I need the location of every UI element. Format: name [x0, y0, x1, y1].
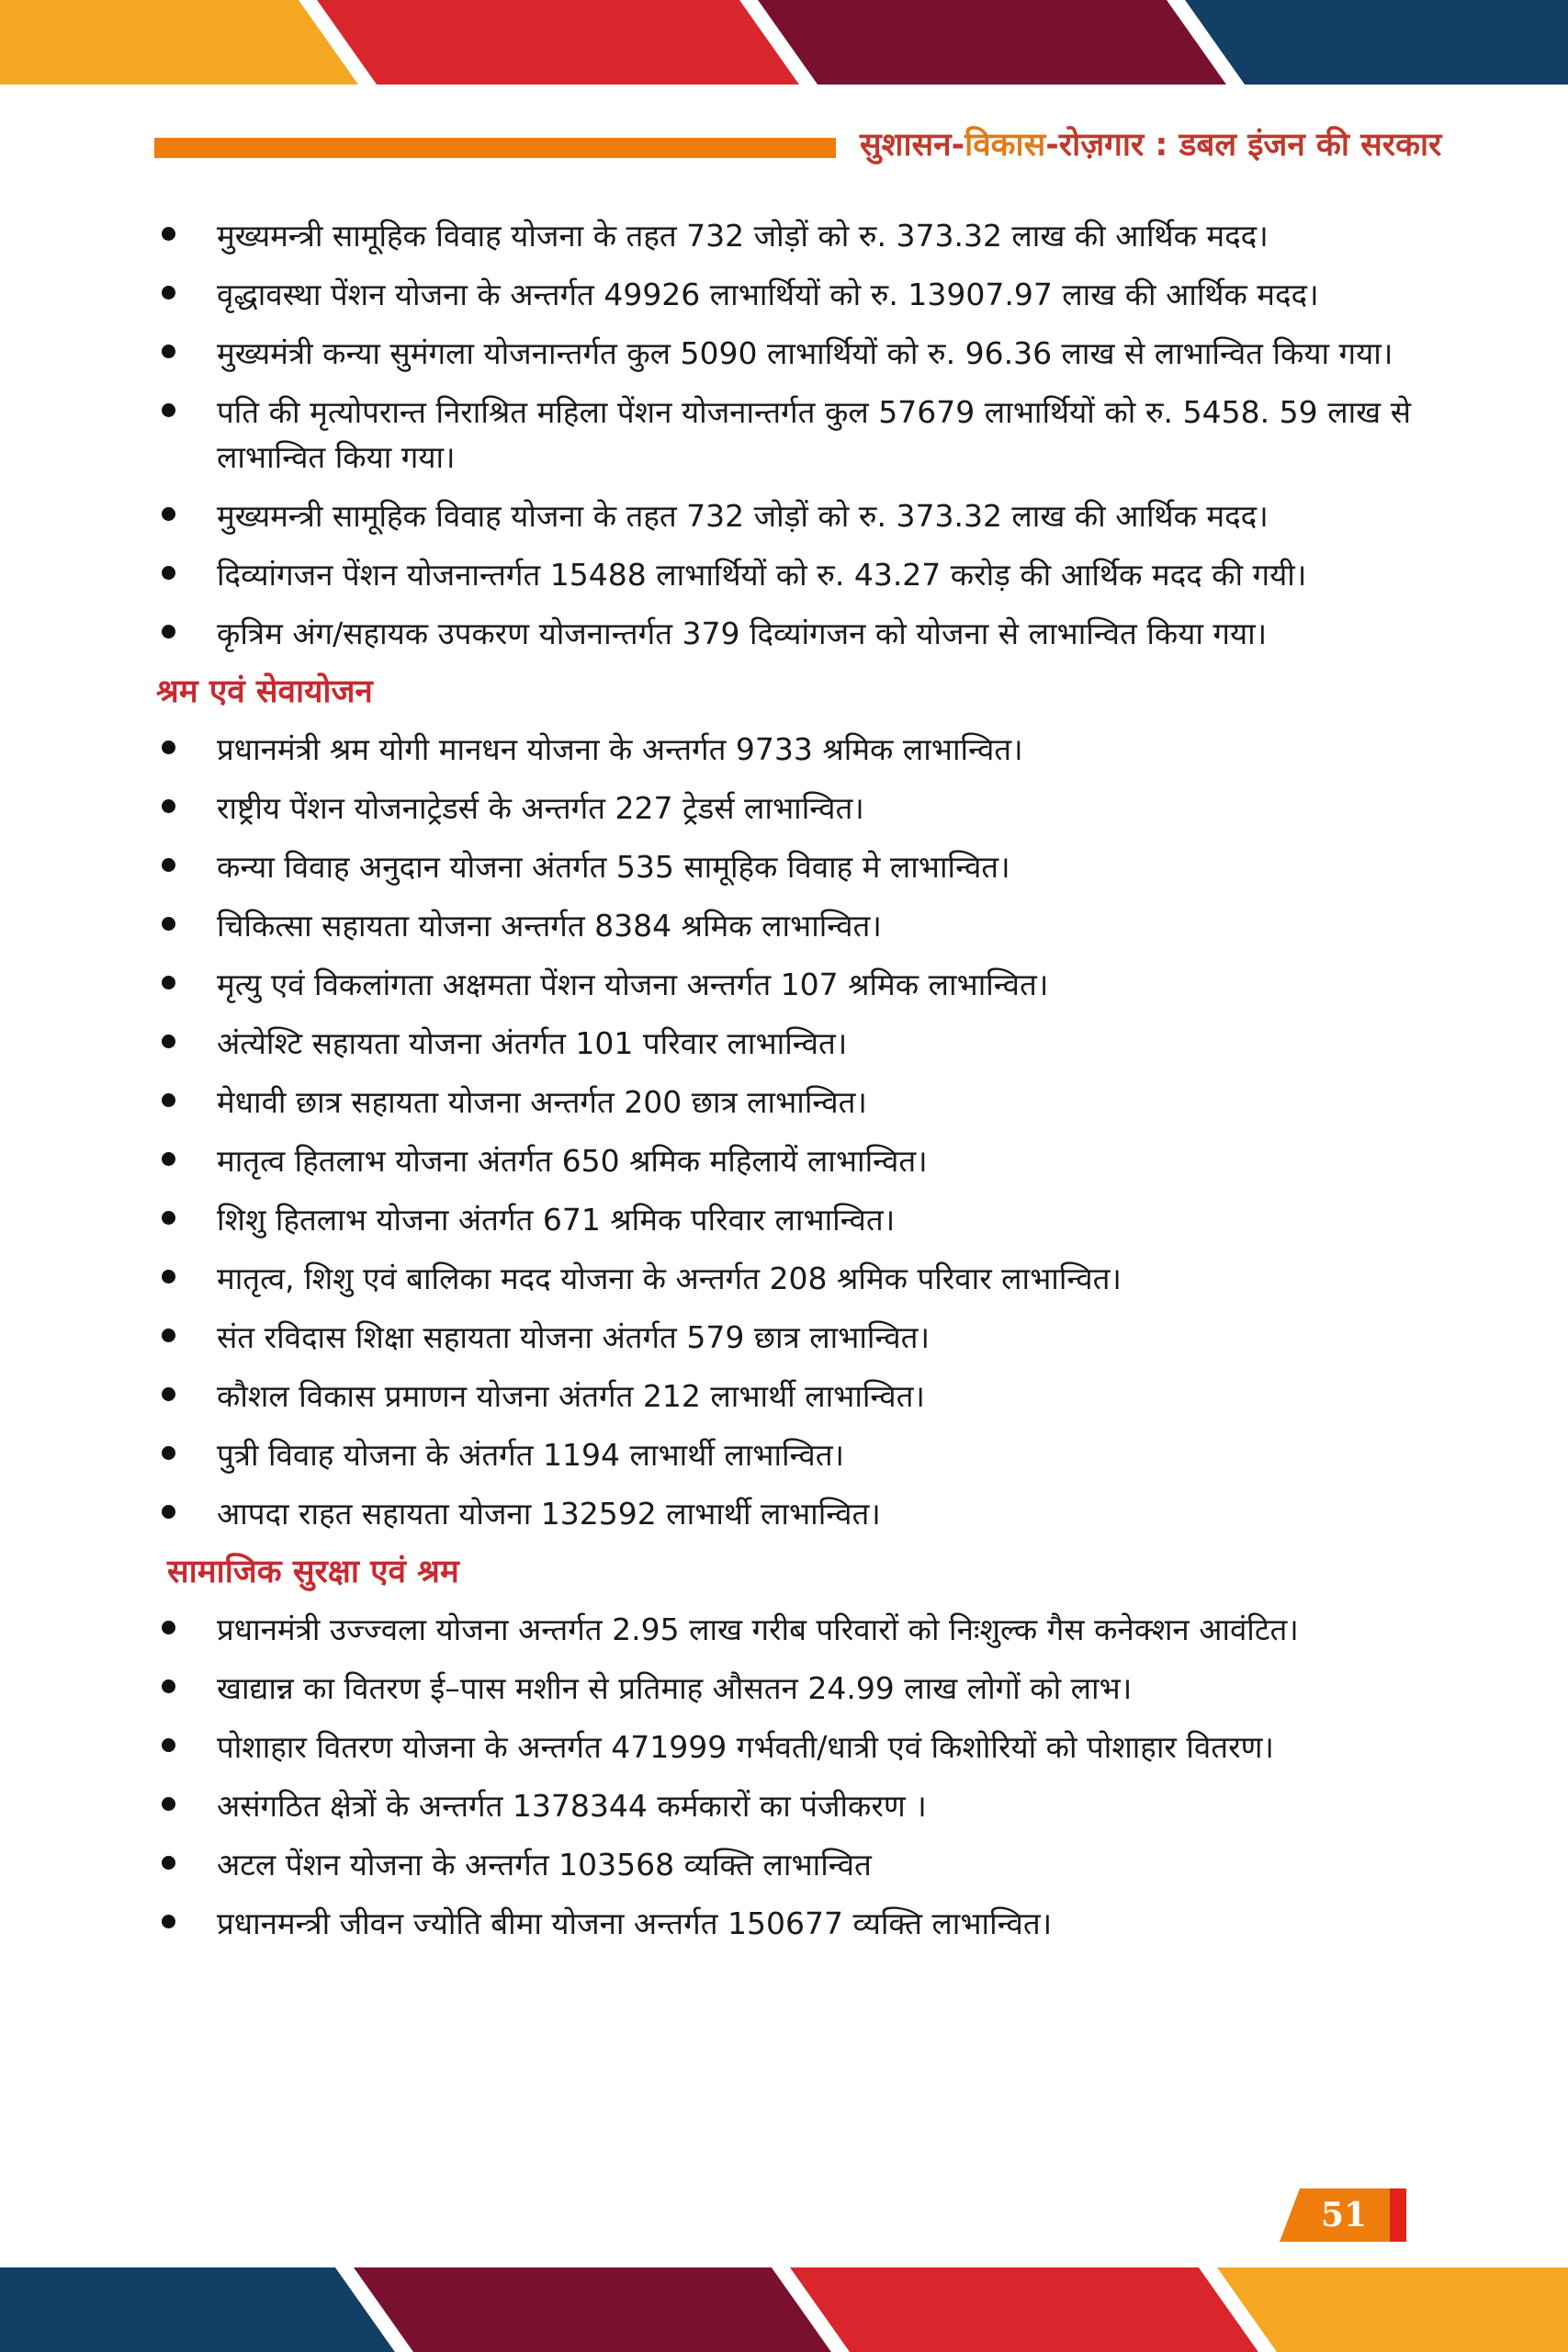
list-item: राष्ट्रीय पेंशन योजनाट्रेडर्स के अन्तर्गत 227 ट्रेडर्स लाभान्वित।	[156, 786, 1411, 831]
samajik-list	[156, 1607, 1411, 1946]
list-item: मेधावी छात्र सहायता योजना अन्तर्गत 200 छात्र लाभान्वित।	[156, 1080, 1411, 1125]
header-title-part1: सुशासन-	[860, 127, 965, 164]
list-item: मातृत्व हितलाभ योजना अंतर्गत 650 श्रमिक महिलायें लाभान्वित।	[156, 1138, 1411, 1183]
list-item: प्रधानमंत्री श्रम योगी मानधन योजना के अन्तर्गत 9733 श्रमिक लाभान्वित।	[156, 727, 1411, 772]
section-title-samajik: सामाजिक सुरक्षा एवं श्रम	[167, 1553, 459, 1590]
top-decorative-band	[0, 0, 1568, 85]
list-item: मुख्यमन्त्री सामूहिक विवाह योजना के तहत 732 जोड़ों को रु. 373.32 लाख की आर्थिक मदद।	[156, 493, 1411, 538]
list-item: चिकित्सा सहायता योजना अन्तर्गत 8384 श्रमिक लाभान्वित।	[156, 903, 1411, 948]
page-number-badge	[1280, 2188, 1414, 2242]
header-title	[860, 121, 1442, 169]
list-item: असंगठित क्षेत्रों के अन्तर्गत 1378344 कर्मकारों का पंजीकरण ।	[156, 1783, 1411, 1828]
list-item: कृत्रिम अंग/सहायक उपकरण योजनान्तर्गत 379 दिव्यांगजन को योजना से लाभान्वित किया गया।	[156, 611, 1411, 656]
list-item: अटल पेंशन योजना के अन्तर्गत 103568 व्यक्ति लाभान्वित	[156, 1842, 1411, 1887]
list-item: अंत्येश्टि सहायता योजना अंतर्गत 101 परिवार लाभान्वित।	[156, 1021, 1411, 1066]
list-item: दिव्यांगजन पेंशन योजनान्तर्गत 15488 लाभार्थियों को रु. 43.27 करोड़ की आर्थिक मदद की गयी।	[156, 552, 1411, 597]
list-item: पुत्री विवाह योजना के अंतर्गत 1194 लाभार्थी लाभान्वित।	[156, 1432, 1411, 1477]
shram-list	[156, 727, 1411, 1536]
list-item: मृत्यु एवं विकलांगता अक्षमता पेंशन योजना अन्तर्गत 107 श्रमिक लाभान्वित।	[156, 962, 1411, 1007]
header-title-part2: विकास	[964, 127, 1046, 164]
header-title-part3: -रोज़गार : डबल इंजन की सरकार	[1045, 127, 1442, 164]
list-item: खाद्यान्न का वितरण ई–पास मशीन से प्रतिमाह औसतन 24.99 लाख लोगों को लाभ।	[156, 1666, 1411, 1711]
list-item: आपदा राहत सहायता योजना 132592 लाभार्थी लाभान्वित।	[156, 1491, 1411, 1536]
page-content	[156, 213, 1411, 1960]
list-item: पोशाहार वितरण योजना के अन्तर्गत 471999 गर्भवती/धात्री एवं किशोरियों को पोशाहार वितरण।	[156, 1724, 1411, 1770]
list-item: वृद्धावस्था पेंशन योजना के अन्तर्गत 49926 लाभार्थियों को रु. 13907.97 लाख की आर्थिक मदद।	[156, 272, 1411, 317]
list-item: पति की मृत्योपरान्त निराश्रित महिला पेंशन योजनान्तर्गत कुल 57679 लाभार्थियों को रु. 5458. 59 लाख से लाभान्वित किया गया।	[156, 390, 1411, 480]
bottom-decorative-band	[0, 2267, 1568, 2352]
list-item: संत रविदास शिक्षा सहायता योजना अंतर्गत 579 छात्र लाभान्वित।	[156, 1315, 1411, 1360]
list-item: कौशल विकास प्रमाणन योजना अंतर्गत 212 लाभार्थी लाभान्वित।	[156, 1374, 1411, 1419]
list-item: मातृत्व, शिशु एवं बालिका मदद योजना के अन्तर्गत 208 श्रमिक परिवार लाभान्वित।	[156, 1256, 1411, 1301]
section-title-shram: श्रम एवं सेवायोजन	[156, 673, 373, 710]
header-rule	[154, 138, 836, 158]
list-item: मुख्यमंत्री कन्या सुमंगला योजनान्तर्गत कुल 5090 लाभार्थियों को रु. 96.36 लाख से लाभान्वित किया गया।	[156, 331, 1411, 376]
list-item: प्रधानमन्त्री जीवन ज्योति बीमा योजना अन्तर्गत 150677 व्यक्ति लाभान्वित।	[156, 1901, 1411, 1946]
list-item: कन्या विवाह अनुदान योजना अंतर्गत 535 सामूहिक विवाह मे लाभान्वित।	[156, 844, 1411, 889]
intro-list	[156, 213, 1411, 656]
list-item: प्रधानमंत्री उज्ज्वला योजना अन्तर्गत 2.95 लाख गरीब परिवारों को निःशुल्क गैस कनेक्शन आवंटित।	[156, 1607, 1411, 1652]
page-number: 51	[1320, 2196, 1368, 2234]
list-item: शिशु हितलाभ योजना अंतर्गत 671 श्रमिक परिवार लाभान्वित।	[156, 1197, 1411, 1242]
list-item: मुख्यमन्त्री सामूहिक विवाह योजना के तहत 732 जोड़ों को रु. 373.32 लाख की आर्थिक मदद।	[156, 213, 1411, 258]
